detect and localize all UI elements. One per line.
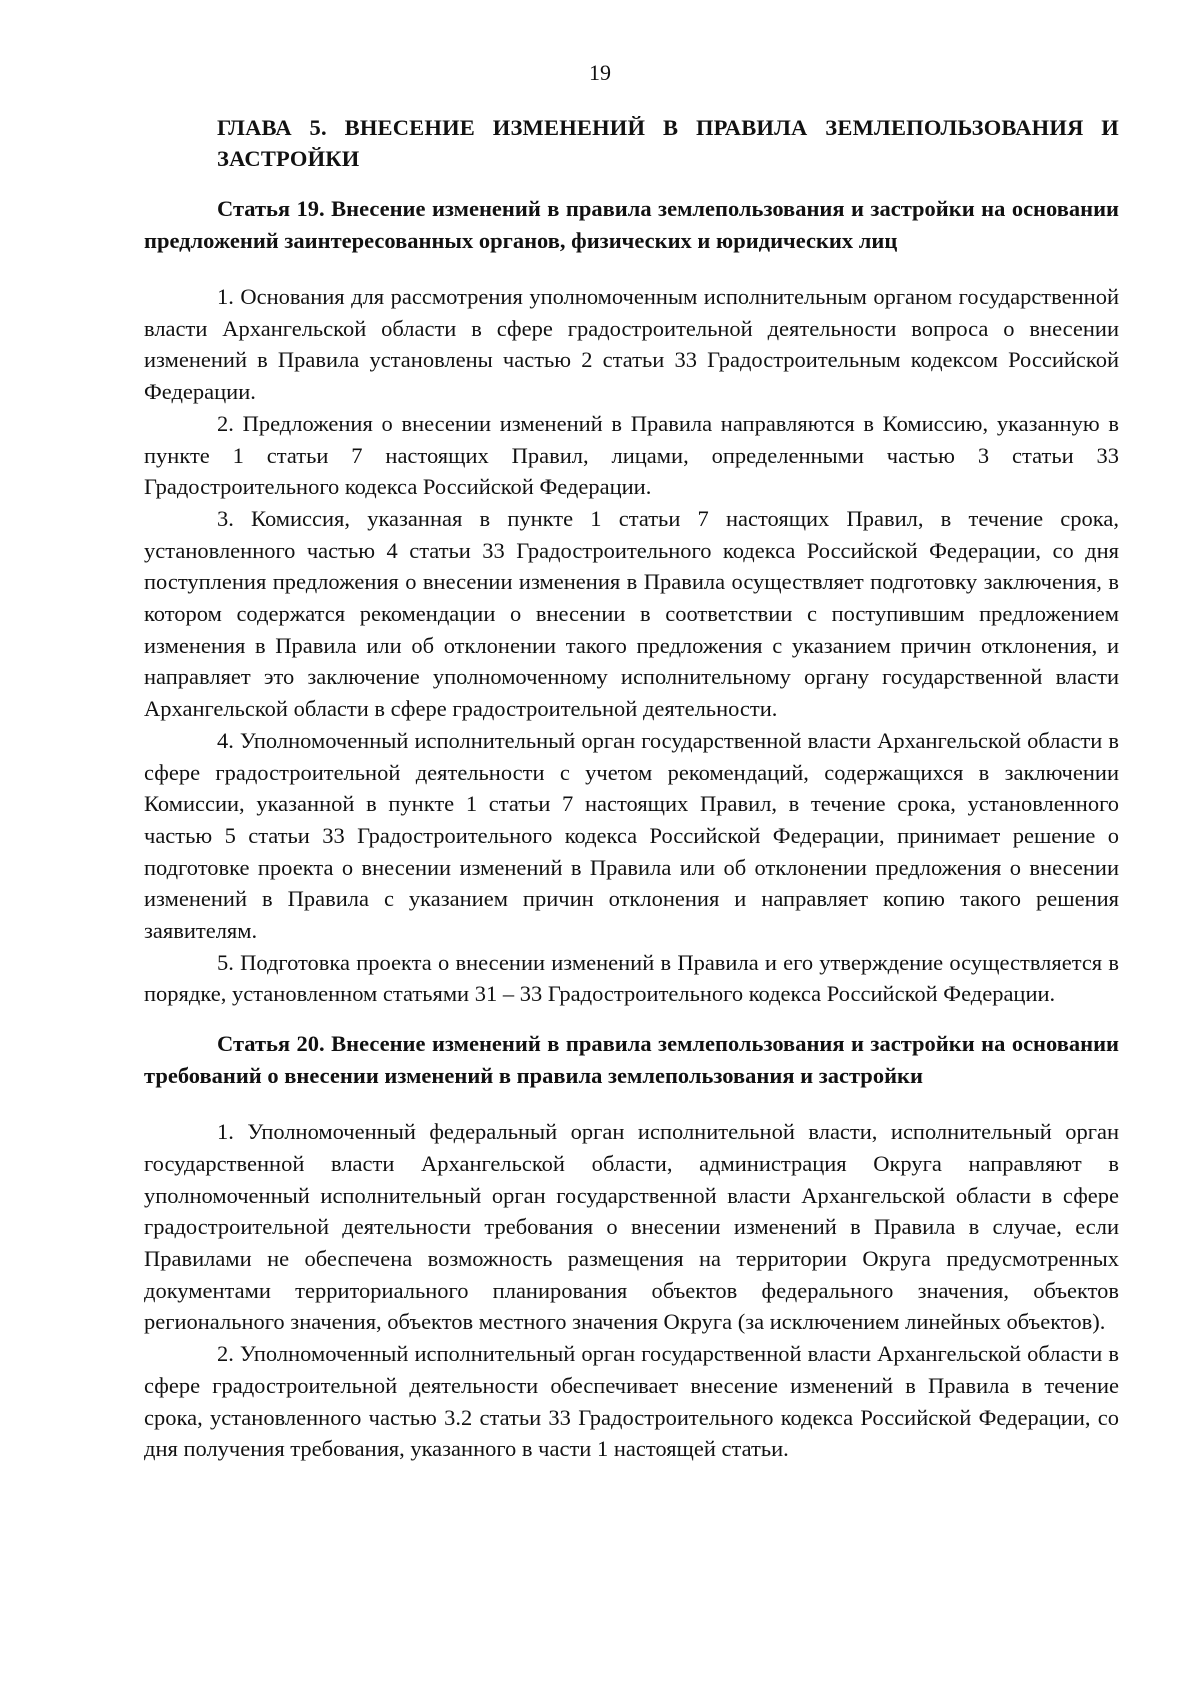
article-paragraph: 1. Основания для рассмотрения уполномоченным исполнительным органом государственной власти Архангельской области в сфере градостроительной деятельности вопроса о внесении изменений в Правила установлены частью 2 статьи 33 Градостроительным кодексом Российской Федерации.	[144, 284, 1119, 405]
article-paragraph: 2. Предложения о внесении изменений в Правила направляются в Комиссию, указанную в пункте 1 статьи 7 настоящих Правил, лицами, определенными частью 3 статьи 33 Градостроительного кодекса Российской Федерации.	[144, 410, 1119, 500]
article-20	[144, 1028, 1119, 1465]
document-body	[144, 112, 1119, 1465]
page-number: 19	[589, 60, 611, 85]
article-paragraph: 2. Уполномоченный исполнительный орган государственной власти Архангельской области в сфере градостроительной деятельности обеспечивает внесение изменений в Правила в течение срока, установленного частью 3.2 статьи 33 Градостроительного кодекса Российской Федерации, со дня получения требования, указанного в части 1 настоящей статьи.	[144, 1341, 1119, 1462]
article-paragraph: 1. Уполномоченный федеральный орган исполнительной власти, исполнительный орган государственной власти Архангельской области, администрация Округа направляют в уполномоченный исполнительный орган государственной власти Архангельской области в сфере градостроительной деятельности требования о внесении изменений в Правила в случае, если Правилами не обеспечена возможность размещения на территории Округа предусмотренных документами территориального планирования объектов федерального значения, объектов регионального значения, объектов местного значения Округа (за исключением линейных объектов).	[144, 1119, 1119, 1335]
article-paragraph: 4. Уполномоченный исполнительный орган государственной власти Архангельской области в сфере градостроительной деятельности с учетом рекомендаций, содержащихся в заключении Комиссии, указанной в пункте 1 статьи 7 настоящих Правил, в течение срока, установленного частью 5 статьи 33 Градостроительного кодекса Российской Федерации, принимает решение о подготовке проекта о внесении изменений в Правила или об отклонении предложения о внесении изменений в Правила с указанием причин отклонения и направляет копию такого решения заявителям.	[144, 727, 1119, 944]
article-title: Статья 20. Внесение изменений в правила землепользования и застройки на основании требований о внесении изменений в правила землепользования и застройки	[144, 1031, 1119, 1089]
article-paragraph: 3. Комиссия, указанная в пункте 1 статьи 7 настоящих Правил, в течение срока, установленного частью 4 статьи 33 Градостроительного кодекса Российской Федерации, со дня поступления предложения о внесении изменения в Правила осуществляет подготовку заключения, в котором содержатся рекомендации о внесении в соответствии с поступившим предложением изменения в Правила или об отклонении такого предложения с указанием причин отклонения, и направляет это заключение уполномоченному исполнительному органу государственной власти Архангельской области в сфере градостроительной деятельности.	[144, 505, 1119, 722]
chapter-title: ГЛАВА 5. ВНЕСЕНИЕ ИЗМЕНЕНИЙ В ПРАВИЛА ЗЕМЛЕПОЛЬЗОВАНИЯ И ЗАСТРОЙКИ	[217, 115, 1119, 171]
article-title: Статья 19. Внесение изменений в правила землепользования и застройки на основании предложений заинтересованных органов, физических и юридических лиц	[144, 196, 1119, 253]
article-paragraph: 5. Подготовка проекта о внесении изменений в Правила и его утверждение осуществляется в порядке, установленном статьями 31 – 33 Градостроительного кодекса Российской Федерации.	[144, 949, 1119, 1007]
article-19	[144, 193, 1119, 1010]
